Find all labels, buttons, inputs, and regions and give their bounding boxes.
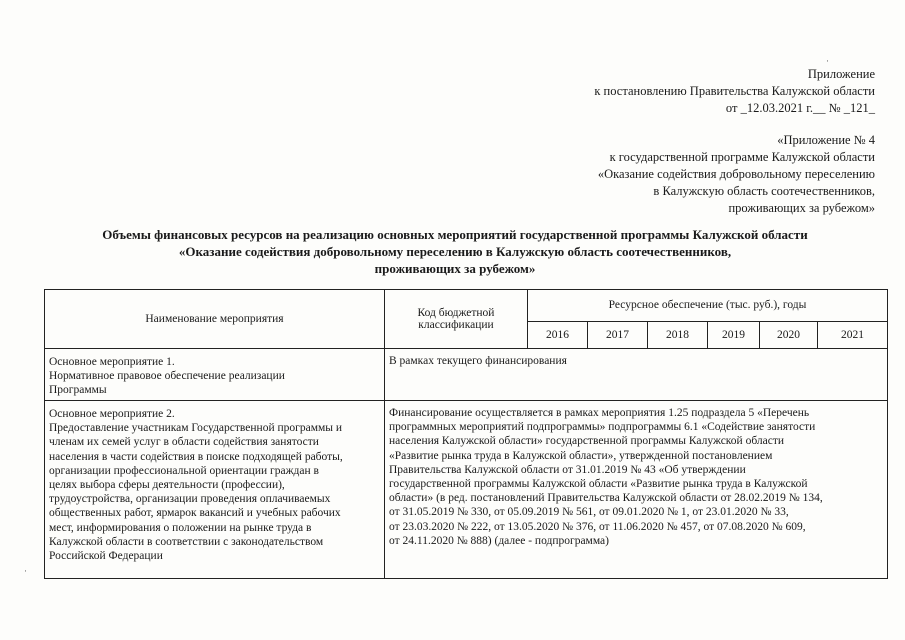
appendix4-line4: в Калужскую область соотечественников, (653, 184, 875, 198)
row2-name-line: Российской Федерации (49, 550, 163, 563)
row2-name-line: мест, информирования о положении на рынке труда в (49, 521, 312, 534)
row2-desc-line: от 23.03.2020 № 222, от 13.05.2020 № 376, от 11.06.2020 № 457, от 07.08.2020 № 609, (389, 520, 806, 533)
appendix4-line5: проживающих за рубежом» (728, 201, 875, 215)
row2-desc-line: от 24.11.2020 № 888) (далее - подпрограмма) (389, 534, 609, 547)
scan-dot-mark: · (826, 56, 829, 66)
header-code-line1: Код бюджетной (417, 307, 495, 319)
row1-desc-line: В рамках текущего финансирования (389, 355, 567, 367)
row2-name-line: трудоустройства, организации проведения оплачиваемых (49, 493, 331, 506)
row2-desc-line: Правительства Калужской области от 31.01.2019 № 43 «Об утверждении (389, 463, 746, 476)
row2-name-line: членам их семей услуг в области содействия занятости (49, 436, 319, 449)
row2-name-line: населения в части содействия в поиске подходящей работы, (49, 450, 343, 463)
row2-desc-line: Финансирование осуществляется в рамках мероприятия 1.25 подраздела 5 «Перечень (389, 407, 810, 419)
appendix-title: Приложение (807, 67, 875, 81)
row1-name-line: Программы (49, 384, 107, 397)
row1-name-line: Нормативное правовое обеспечение реализации (49, 370, 285, 383)
appendix4-line2: к государственной программе Калужской области (609, 150, 875, 164)
year-2021: 2021 (818, 321, 888, 348)
activity-1-description (385, 349, 888, 401)
funding-table (44, 289, 888, 579)
appendix-block (594, 66, 875, 117)
appendix-decree: к постановлению Правительства Калужской области (594, 84, 875, 98)
header-name: Наименование мероприятия (45, 290, 385, 349)
table-row (45, 349, 888, 401)
title-line-3: проживающих за рубежом» (374, 261, 536, 276)
appendix4-line3: «Оказание содействия добровольному переселению (597, 167, 875, 181)
row2-name-line: целях выбора сферы деятельности (профессии), (49, 479, 285, 492)
appendix4-title: «Приложение № 4 (777, 133, 875, 147)
year-2020: 2020 (760, 321, 818, 348)
row2-desc-line: от 31.05.2019 № 330, от 05.09.2019 № 561, от 09.01.2020 № 1, от 23.01.2020 № 33, (389, 506, 789, 519)
row2-name-line: Калужской области в соответствии с законодательством (49, 535, 324, 548)
row1-name-line: Основное мероприятие 1. (49, 356, 175, 368)
row2-name-line: Основное мероприятие 2. (49, 408, 175, 420)
year-2019: 2019 (708, 321, 760, 348)
document-title (40, 226, 870, 277)
row2-name-line: общественных работ, ярмарок вакансий и учебных рабочих (49, 507, 341, 520)
year-2018: 2018 (648, 321, 708, 348)
appendix-date-number: от _12.03.2021 г.__ № _121_ (725, 101, 875, 115)
row2-name-line: организации профессиональной ориентации граждан в (49, 464, 319, 477)
row2-desc-line: программных мероприятий подпрограммы» подпрограммы 6.1 «Содействие занятости (389, 421, 816, 434)
scan-dot-mark: · (24, 566, 27, 576)
row2-name-line: Предоставление участникам Государственной программы и (49, 422, 343, 435)
row2-desc-line: государственной программы Калужской области «Развитие рынка труда в Калужской (389, 478, 808, 491)
header-resources: Ресурсное обеспечение (тыс. руб.), годы (528, 290, 888, 322)
appendix4-block (598, 132, 875, 217)
row2-desc-line: населения Калужской области» государственной программы Калужской области (389, 435, 785, 448)
table-row (45, 401, 888, 579)
title-line-2: «Оказание содействия добровольному переселению в Калужскую область соотечественников, (178, 244, 732, 259)
activity-2-description (385, 401, 888, 579)
activity-2-name (45, 401, 385, 579)
row2-desc-line: области» (в ред. постановлений Правительства Калужской области от 28.02.2019 № 134, (389, 492, 823, 505)
row2-desc-line: «Развитие рынка труда в Калужской области», утвержденной постановлением (389, 449, 773, 462)
year-2016: 2016 (528, 321, 588, 348)
header-budget-code (385, 290, 528, 349)
activity-1-name (45, 349, 385, 401)
header-code-line2: классификации (418, 319, 494, 331)
year-2017: 2017 (588, 321, 648, 348)
title-line-1: Объемы финансовых ресурсов на реализацию основных мероприятий государственной программы Калужской области (102, 227, 808, 242)
